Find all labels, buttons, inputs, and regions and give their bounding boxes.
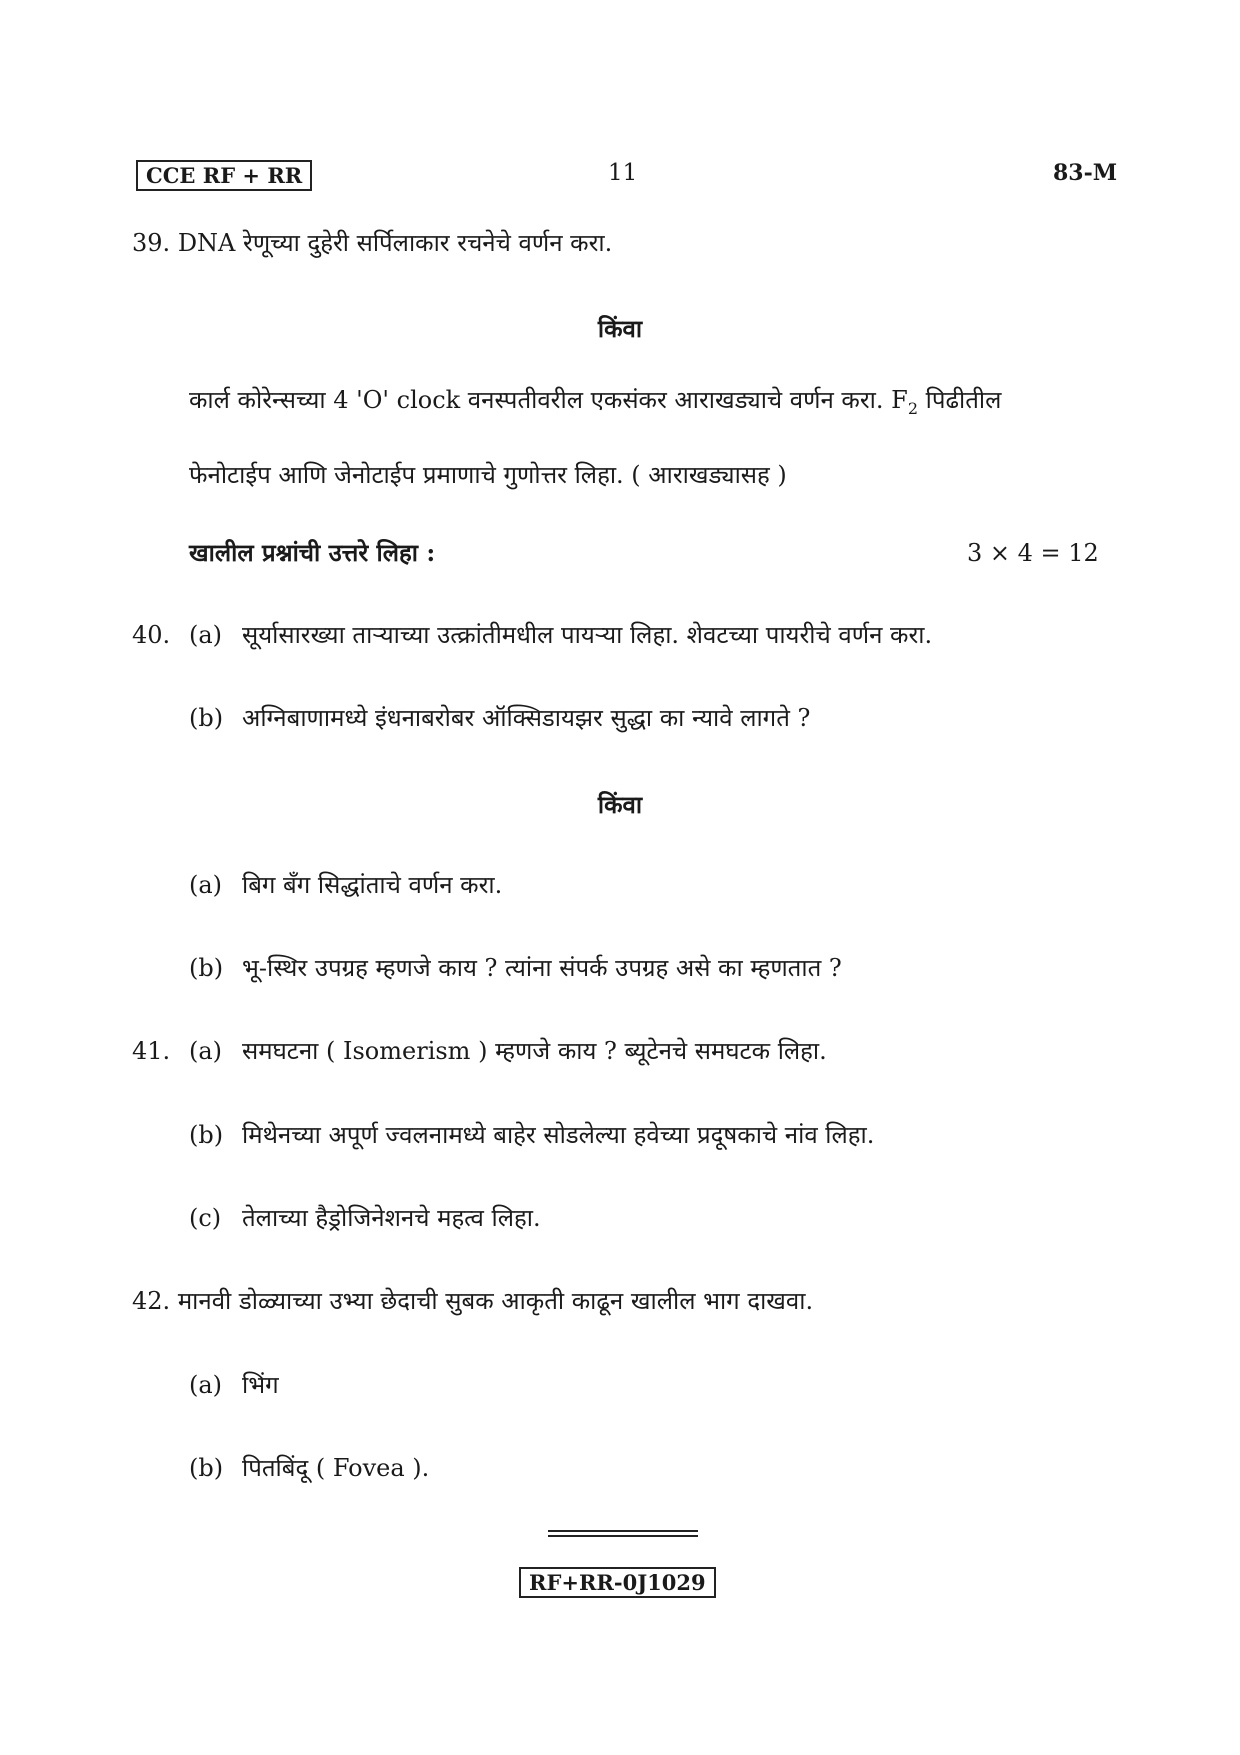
paper-code: 83-M <box>1053 160 1118 186</box>
question-number: 39. <box>132 229 171 257</box>
option-text: मिथेनच्या अपूर्ण ज्वलनामध्ये बाहेर सोडलेल्या हवेच्या प्रदूषकाचे नांव लिहा. <box>242 1121 875 1149</box>
question-number: 42. <box>132 1287 171 1315</box>
option-text: भिंग <box>242 1371 279 1399</box>
option-text: समघटना ( Isomerism ) म्हणजे काय ? ब्यूटेनचे समघटक लिहा. <box>242 1037 827 1065</box>
option-label: (b) <box>189 1121 224 1149</box>
option-text: सूर्यासारख्या ताऱ्याच्या उत्क्रांतीमधील पायऱ्या लिहा. शेवटच्या पायरीचे वर्णन करा. <box>242 621 933 649</box>
question-number: 40. <box>132 621 171 649</box>
question-40-b <box>189 703 811 733</box>
question-42-a <box>189 1370 279 1400</box>
question-40-alt-b <box>189 953 842 983</box>
or-separator: किंवा <box>597 314 643 343</box>
option-label: (b) <box>189 1454 224 1482</box>
section-instruction: खालील प्रश्नांची उत्तरे लिहा : <box>189 538 436 567</box>
option-text: भू-स्थिर उपग्रह म्हणजे काय ? त्यांना संपर्क उपग्रह असे का म्हणतात ? <box>242 954 842 982</box>
page-number: 11 <box>608 160 638 186</box>
question-42-b <box>189 1453 430 1483</box>
question-39-alt-line2: फेनोटाईप आणि जेनोटाईप प्रमाणाचे गुणोत्तर लिहा. ( आराखड्यासह ) <box>189 461 787 489</box>
option-label: (a) <box>189 1371 223 1399</box>
question-41-b <box>189 1120 875 1150</box>
option-text: पितबिंदू ( Fovea ). <box>242 1454 430 1482</box>
option-label: (a) <box>189 871 223 899</box>
option-text: अग्निबाणामध्ये इंधनाबरोबर ऑक्सिडायझर सुद्धा का न्यावे लागते ? <box>242 704 811 732</box>
option-label: (b) <box>189 704 224 732</box>
question-41-c <box>189 1203 541 1233</box>
question-text: मानवी डोळ्याच्या उभ्या छेदाची सुबक आकृती काढून खालील भाग दाखवा. <box>177 1287 814 1315</box>
or-separator: किंवा <box>597 790 643 819</box>
option-text: बिग बँग सिद्धांताचे वर्णन करा. <box>242 871 503 899</box>
question-40-a <box>132 620 933 650</box>
option-label: (b) <box>189 954 224 982</box>
option-label: (a) <box>189 1037 223 1065</box>
question-number: 41. <box>132 1037 171 1065</box>
question-42 <box>132 1286 813 1316</box>
question-39-alt-line1: कार्ल कोरेन्सच्या 4 'O' clock वनस्पतीवरील एकसंकर आराखड्याचे वर्णन करा. $F_2$ पिढीतील <box>189 386 1002 418</box>
question-text: DNA रेणूच्या दुहेरी सर्पिलाकार रचनेचे वर्णन करा. <box>177 229 613 257</box>
option-label: (c) <box>189 1204 222 1232</box>
question-40-alt-a <box>189 870 503 900</box>
question-39 <box>132 228 612 258</box>
header-left-code: CCE RF + RR <box>136 160 312 191</box>
section-marks: 3 × 4 = 12 <box>967 539 1099 567</box>
option-label: (a) <box>189 621 223 649</box>
question-41-a <box>132 1036 827 1066</box>
option-text: तेलाच्या हैड्रोजिनेशनचे महत्व लिहा. <box>242 1204 541 1232</box>
end-rule <box>548 1530 698 1537</box>
footer-code: RF+RR-0J1029 <box>519 1567 716 1598</box>
